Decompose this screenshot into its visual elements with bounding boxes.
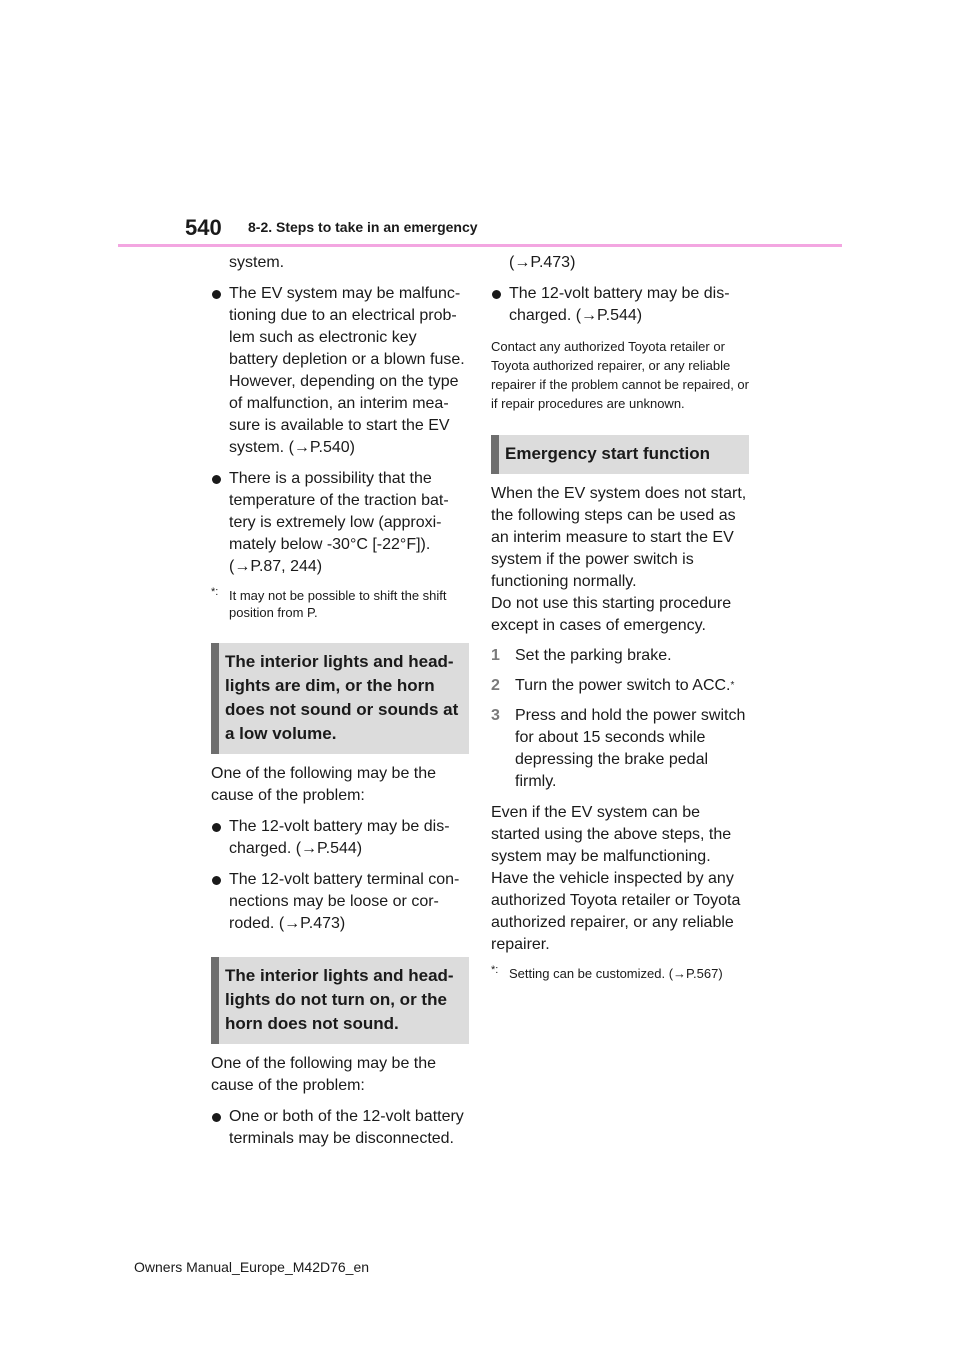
- left-column: [211, 252, 469, 1150]
- footnote-shift: [211, 587, 469, 621]
- bullet-battery-discharged: The 12-volt battery may be dis-charged. (→P.544): [211, 816, 469, 860]
- cause-text: One of the following may be the cause of the problem:: [211, 1055, 437, 1094]
- bullet-battery-temperature: There is a possibility that the temperature of the traction bat-tery is extremely low (approxi-mately below -30°C [-22°F]). (→P.87, 244): [211, 468, 469, 578]
- step-number: 3: [491, 707, 500, 724]
- heading-emergency-start: Emergency start function: [491, 435, 749, 474]
- cause-text: One of the following may be the cause of the problem:: [211, 765, 437, 804]
- step-text: Press and hold the power switch for about 15 seconds while depressing the brake pedal firmly.: [515, 707, 746, 790]
- footnote-text: It may not be possible to shift the shift position from P.: [229, 588, 447, 620]
- section-title: 8-2. Steps to take in an emergency: [248, 219, 478, 235]
- bullet-ev-malfunction: The EV system may be malfunc-tioning due to an electrical prob-lem such as electronic key battery depletion or a blown fuse. However, depending on the type of malfunction, an interim mea-sure is available to start the EV system. (→P.540): [211, 283, 469, 459]
- contact-note: Contact any authorized Toyota retailer or Toyota authorized repairer, or any reliable repairer if the problem cannot be repaired, or if repair procedures are unknown.: [491, 339, 749, 411]
- heading-lights-dim: The interior lights and head-lights are dim, or the horn does not sound or sounds at a low volume.: [211, 643, 469, 754]
- page-number: 540: [185, 215, 222, 240]
- right-column: [491, 252, 749, 982]
- bullet-battery-discharged: The 12-volt battery may be dis-charged. (→P.544): [491, 283, 749, 327]
- continued-text: system.: [229, 254, 285, 271]
- after-steps-text: Even if the EV system can be started using the above steps, the system may be malfunctioning. Have the vehicle inspected by any authorized Toyota retailer or Toyota authorized repairer, or any reliable repairer.: [491, 804, 741, 953]
- intro-text: When the EV system does not start, the following steps can be used as an interim measure to start the EV system if the power switch is functioning normally.: [491, 485, 747, 590]
- step-number: 2: [491, 677, 500, 694]
- step-text: Set the parking brake.: [515, 647, 672, 664]
- footnote-marker: *: [730, 680, 735, 691]
- footnote-mark: *:: [211, 586, 219, 598]
- footnote-mark: *:: [491, 964, 499, 976]
- step-item: [491, 675, 749, 697]
- step-item: [491, 705, 749, 793]
- header-rule: [118, 244, 842, 247]
- step-number: 1: [491, 647, 500, 664]
- heading-lights-off: The interior lights and head-lights do not turn on, or the horn does not sound.: [211, 957, 469, 1044]
- step-text: Turn the power switch to ACC.: [515, 677, 731, 694]
- bullet-terminals-disconnected: One or both of the 12-volt battery terminals may be disconnected.: [211, 1106, 469, 1150]
- footnote-customize: [491, 965, 749, 982]
- step-item: [491, 645, 749, 667]
- document-footer: Owners Manual_Europe_M42D76_en: [134, 1259, 370, 1275]
- continued-ref: (→P.473): [509, 254, 576, 271]
- footnote-text: Setting can be customized. (→P.567): [509, 966, 723, 981]
- warning-text: Do not use this starting procedure except in cases of emergency.: [491, 595, 732, 634]
- bullet-terminal-loose: The 12-volt battery terminal con-nections may be loose or cor-roded. (→P.473): [211, 869, 469, 935]
